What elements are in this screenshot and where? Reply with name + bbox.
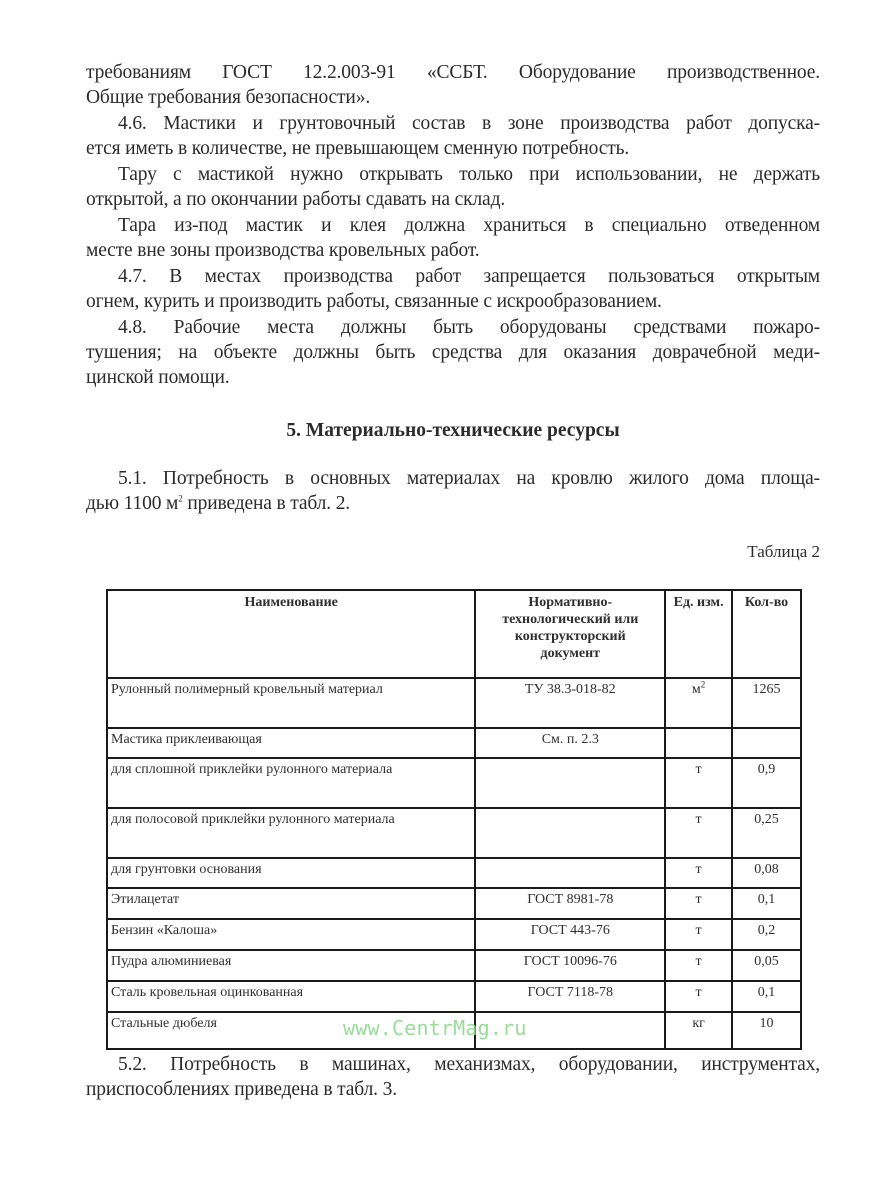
cell-name: Стальные дюбеля [107, 1012, 475, 1049]
materials-table [106, 589, 802, 1050]
header-unit: Ед. изм. [665, 590, 732, 678]
cell-quantity: 0,2 [732, 919, 801, 950]
table-row [107, 981, 801, 1012]
cell-quantity: 0,9 [732, 758, 801, 808]
text-line: 4.7. В местах производства работ запрещается пользоваться открытым [118, 266, 820, 287]
watermark: www.CentrMag.ru [343, 1016, 527, 1040]
cell-unit [665, 678, 732, 728]
text-line: 5.2. Потребность в машинах, механизмах, оборудовании, инструментах, [118, 1054, 820, 1075]
unit-text: т [695, 923, 702, 938]
text-line: 5.1. Потребность в основных материалах на кровлю жилого дома площа- [118, 468, 820, 489]
text-line: Общие требования безопасности». [86, 87, 371, 108]
text-fragment: дью 1100 м [86, 493, 179, 514]
table-caption: Таблица 2 [747, 542, 820, 561]
text-line: 4.6. Мастики и грунтовочный состав в зоне производства работ допуска- [118, 113, 820, 134]
unit-text: т [695, 762, 702, 777]
unit-text: т [695, 862, 702, 877]
text-line: огнем, курить и производить работы, связанные с искрообразованием. [86, 291, 662, 312]
text-line: тушения; на объекте должны быть средства для оказания доврачебной меди- [86, 342, 820, 363]
table-row [107, 808, 801, 858]
unit-superscript: 2 [700, 679, 706, 690]
cell-quantity: 0,25 [732, 808, 801, 858]
cell-name: Рулонный полимерный кровельный материал [107, 678, 475, 728]
cell-unit [665, 1012, 732, 1049]
unit-text: кг [692, 1016, 705, 1031]
text-line: Тару с мастикой нужно открывать только при использовании, не держать [118, 164, 820, 185]
cell-name: Этилацетат [107, 888, 475, 919]
text-line: открытой, а по окончании работы сдавать на склад. [86, 189, 506, 210]
table-header-row [107, 590, 801, 678]
paragraph-tara-1 [86, 162, 820, 212]
table-row [107, 858, 801, 888]
cell-document: См. п. 2.3 [475, 728, 665, 758]
superscript: 2 [178, 493, 183, 504]
cell-unit [665, 950, 732, 981]
table-row [107, 950, 801, 981]
cell-name: для грунтовки основания [107, 858, 475, 888]
cell-name: Бензин «Калоша» [107, 919, 475, 950]
unit-text: т [695, 985, 702, 1000]
cell-unit [665, 808, 732, 858]
cell-document: ГОСТ 10096-76 [475, 950, 665, 981]
cell-name: Пудра алюминиевая [107, 950, 475, 981]
text-line: цинской помощи. [86, 367, 230, 388]
paragraph-4-7 [86, 264, 820, 314]
cell-quantity: 0,1 [732, 981, 801, 1012]
cell-unit [665, 758, 732, 808]
cell-quantity: 0,08 [732, 858, 801, 888]
text-line: требованиям ГОСТ 12.2.003-91 «ССБТ. Оборудование производственное. [86, 62, 820, 83]
cell-name: Мастика приклеивающая [107, 728, 475, 758]
header-quantity: Кол-во [732, 590, 801, 678]
paragraph-tara-2 [86, 213, 820, 263]
cell-unit [665, 888, 732, 919]
paragraph-4-8 [86, 315, 820, 390]
cell-document [475, 858, 665, 888]
text-fragment: приведена в табл. 2. [182, 493, 351, 514]
cell-quantity: 0,05 [732, 950, 801, 981]
cell-document [475, 758, 665, 808]
cell-unit [665, 728, 732, 758]
paragraph-4-6 [86, 111, 820, 161]
cell-name: для полосовой приклейки рулонного материала [107, 808, 475, 858]
cell-name: Сталь кровельная оцинкованная [107, 981, 475, 1012]
cell-name: для сплошной приклейки рулонного материала [107, 758, 475, 808]
text-line [86, 491, 820, 516]
header-document: Нормативно-технологический или конструкторский документ [475, 590, 665, 678]
cell-document: ГОСТ 7118-78 [475, 981, 665, 1012]
unit-text: т [695, 954, 702, 969]
cell-unit [665, 919, 732, 950]
table-row [107, 758, 801, 808]
cell-quantity [732, 728, 801, 758]
unit-text: т [695, 812, 702, 827]
header-name: Наименование [107, 590, 475, 678]
text-line: Тара из-под мастик и клея должна храниться в специально отведенном [118, 215, 820, 236]
cell-unit [665, 858, 732, 888]
cell-document: ГОСТ 443-76 [475, 919, 665, 950]
paragraph-gost [86, 60, 820, 110]
table-row [107, 888, 801, 919]
text-line: приспособлениях приведена в табл. 3. [86, 1079, 397, 1100]
table-row [107, 678, 801, 728]
unit-text: т [695, 892, 702, 907]
cell-document [475, 808, 665, 858]
cell-quantity: 1265 [732, 678, 801, 728]
table-row [107, 919, 801, 950]
text-line: месте вне зоны производства кровельных работ. [86, 240, 480, 261]
cell-document: ГОСТ 8981-78 [475, 888, 665, 919]
cell-document: ТУ 38.3-018-82 [475, 678, 665, 728]
section-heading: 5. Материально-технические ресурсы [286, 420, 620, 441]
table-row [107, 728, 801, 758]
text-line: ется иметь в количестве, не превышающем сменную потребность. [86, 138, 630, 159]
cell-quantity: 10 [732, 1012, 801, 1049]
cell-unit [665, 981, 732, 1012]
unit-text: м [691, 682, 701, 697]
paragraph-5-1 [86, 466, 820, 516]
text-line: 4.8. Рабочие места должны быть оборудованы средствами пожаро- [118, 317, 820, 338]
cell-quantity: 0,1 [732, 888, 801, 919]
paragraph-5-2 [86, 1052, 820, 1102]
